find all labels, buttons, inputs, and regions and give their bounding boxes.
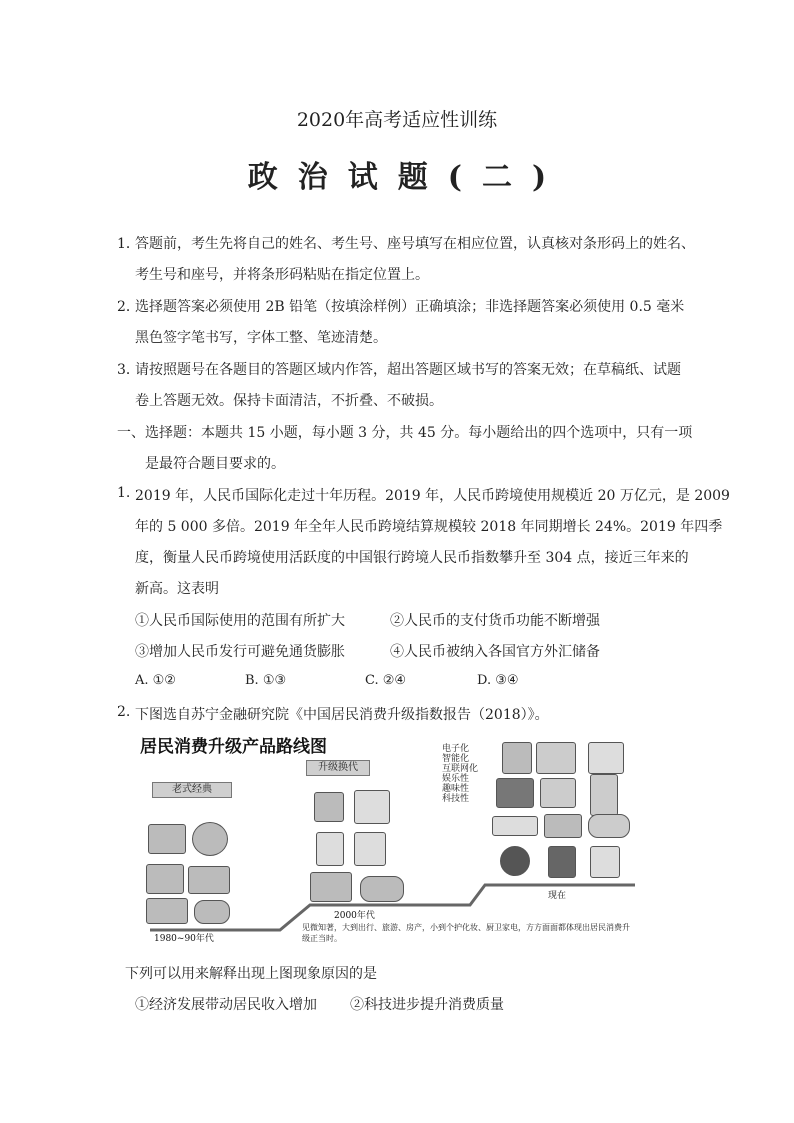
- air-conditioner-icon: [492, 816, 538, 836]
- smart-band-icon: [500, 846, 530, 876]
- feature-internet: 互联网化: [442, 764, 479, 774]
- q2-statement-1: ①经济发展带动居民收入增加: [135, 997, 317, 1013]
- telephone-icon: [148, 824, 186, 854]
- feature-entertainment: 娱乐性: [442, 774, 470, 784]
- color-tv-icon: [310, 872, 352, 902]
- smart-fridge-icon: [590, 774, 618, 816]
- laptop-icon: [536, 742, 576, 774]
- era-now: 现在: [548, 891, 567, 901]
- q1-option-c: C. ②④: [365, 673, 407, 688]
- q1-number: 1.: [117, 485, 131, 501]
- instruction-2-num: 2．: [117, 299, 140, 315]
- q1-stem-line-3: 度，衡量人民币跨境使用活跃度的中国银行跨境人民币指数攀升至 304 点，接近三年来的: [135, 550, 689, 566]
- q1-statement-4: ④人民币被纳入各国官方外汇储备: [390, 644, 600, 660]
- watch-icon: [192, 822, 228, 856]
- q1-statement-3: ③增加人民币发行可避免通货膨胀: [135, 644, 345, 660]
- q2-statement-2: ②科技进步提升消费质量: [350, 997, 504, 1013]
- instruction-1-num: 1．: [117, 236, 140, 252]
- fridge-icon: [316, 832, 344, 866]
- washing-machine-icon: [354, 832, 386, 866]
- section-heading-line-1: 一、选择题：本题共 15 小题，每小题 3 分，共 45 分。每小题给出的四个选项中，只有一项: [117, 425, 693, 441]
- oven-icon: [544, 814, 582, 838]
- tv-icon: [146, 864, 184, 894]
- q1-option-b: B. ①③: [245, 673, 287, 688]
- consumption-upgrade-figure: [140, 730, 640, 945]
- instruction-3-line-2: 卷上答题无效。保持卡面清洁，不折叠、不破损。: [135, 393, 443, 409]
- section-heading-line-2: 是最符合题目要求的。: [145, 456, 285, 472]
- smartwatch-icon: [548, 846, 576, 878]
- figure-title: 居民消费升级产品路线图: [140, 737, 327, 757]
- feature-fun: 趣味性: [442, 784, 470, 794]
- exam-title: 政治试题(二): [247, 160, 567, 195]
- feature-electronic: 电子化: [442, 744, 470, 754]
- bicycle-icon: [194, 900, 230, 924]
- q1-stem-line-1: 2019 年，人民币国际化走过十年历程。2019 年，人民币跨境使用规模近 20 万亿元，是 2009: [135, 488, 730, 504]
- pager-icon: [314, 792, 344, 822]
- tag-old-classic: 老式经典: [152, 782, 232, 798]
- radio-icon: [188, 866, 230, 894]
- smart-tv-icon: [496, 778, 534, 808]
- era-2000s: 2000年代: [334, 911, 375, 921]
- q2-stem: 下图选自苏宁金融研究院《中国居民消费升级指数报告（2018）》。: [135, 707, 549, 723]
- q2-prompt: 下列可以用来解释出现上图现象原因的是: [125, 966, 377, 982]
- smartphone-icon: [502, 742, 532, 774]
- era-1980s: 1980~90年代: [154, 934, 214, 944]
- feature-technology: 科技性: [442, 794, 470, 804]
- q2-number: 2.: [117, 704, 131, 720]
- air-purifier-icon: [590, 846, 620, 878]
- instruction-1-line-1: 答题前，考生先将自己的姓名、考生号、座号填写在相应位置，认真核对条形码上的姓名、: [135, 236, 695, 252]
- computer-icon: [354, 790, 390, 824]
- instruction-2-line-2: 黑色签字笔书写，字体工整、笔迹清楚。: [135, 330, 387, 346]
- instruction-3-num: 3．: [117, 362, 140, 378]
- instruction-3-line-1: 请按照题号在各题目的答题区域内作答，超出答题区域书写的答案无效；在草稿纸、试题: [135, 362, 681, 378]
- speaker-icon: [588, 742, 624, 774]
- tag-upgrade: 升级换代: [306, 760, 370, 776]
- q1-option-d: D. ③④: [477, 673, 519, 688]
- dishwasher-icon: [540, 778, 576, 808]
- q1-statement-1: ①人民币国际使用的范围有所扩大: [135, 613, 345, 629]
- instruction-1-line-2: 考生号和座号，并将条形码粘贴在指定位置上。: [135, 267, 429, 283]
- q1-stem-line-4: 新高。这表明: [135, 581, 219, 597]
- q1-statement-2: ②人民币的支付货币功能不断增强: [390, 613, 600, 629]
- figure-caption: 见微知著，大到出行、旅游、房产，小到个护化妆、厨卫家电，方方面面都体现出居民消费升级正当时。: [302, 923, 630, 943]
- sewing-machine-icon: [146, 898, 188, 924]
- q1-option-a: A. ①②: [135, 673, 176, 688]
- feature-intelligent: 智能化: [442, 754, 470, 764]
- q1-stem-line-2: 年的 5 000 多倍。2019 年全年人民币跨境结算规模较 2018 年同期增长 24%。2019 年四季: [135, 519, 723, 535]
- car-icon: [588, 814, 630, 838]
- exam-subtitle: 2020年高考适应性训练: [296, 109, 498, 131]
- instruction-2-line-1: 选择题答案必须使用 2B 铅笔（按填涂样例）正确填涂；非选择题答案必须使用 0.5 毫米: [135, 299, 685, 315]
- motorcycle-icon: [360, 876, 404, 902]
